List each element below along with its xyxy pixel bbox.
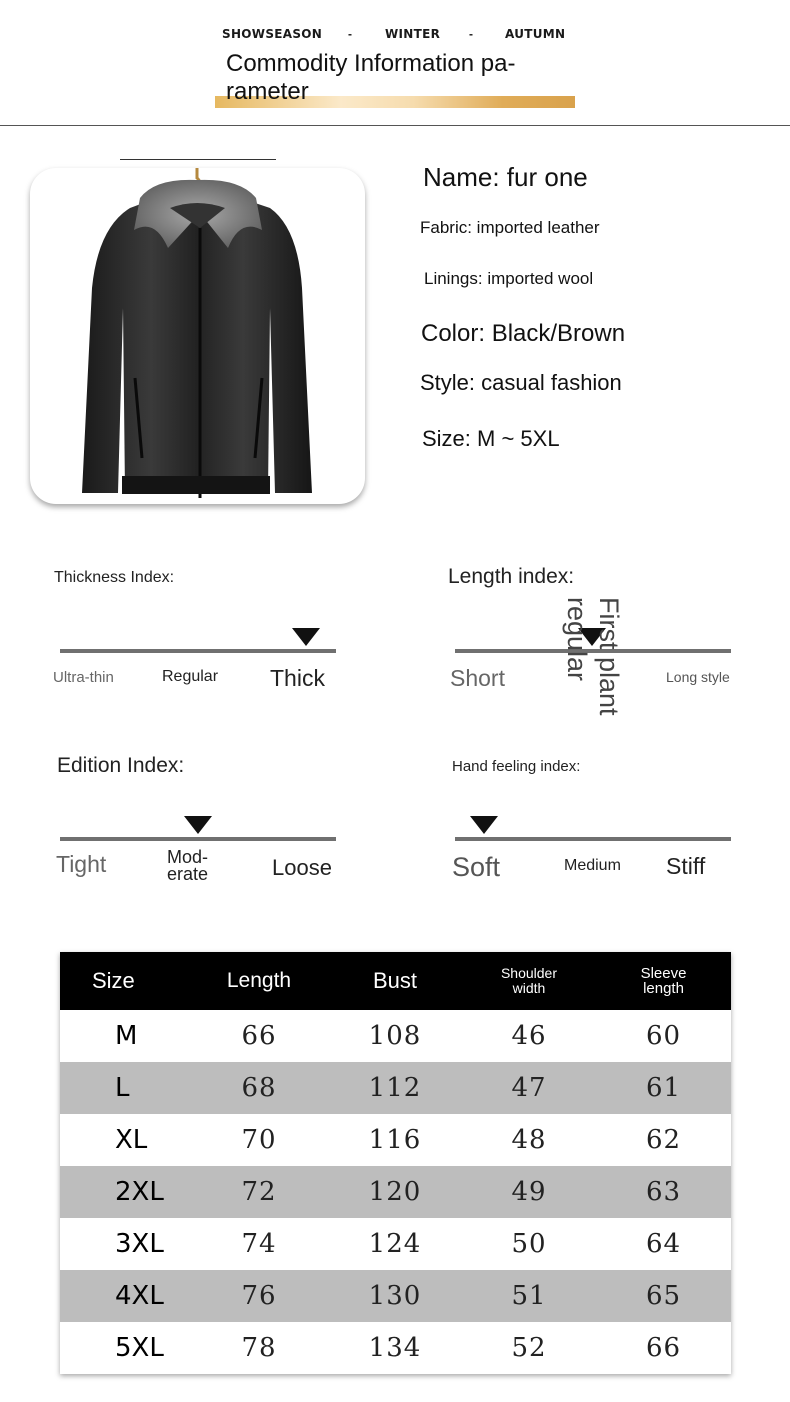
cell-bust: 112 xyxy=(368,1073,422,1103)
cell-shoulder: 50 xyxy=(511,1229,547,1259)
cell-sleeve: 65 xyxy=(645,1281,682,1311)
product-image xyxy=(30,168,365,504)
length-label-first-plant-regular xyxy=(562,597,626,742)
edition-label-loose: Loose xyxy=(272,855,332,880)
cell-bust: 134 xyxy=(368,1333,422,1363)
cell-bust: 116 xyxy=(368,1125,422,1155)
thickness-index-title: Thickness Index: xyxy=(54,569,175,586)
cell-length: 74 xyxy=(241,1229,277,1259)
page-title-line1: Commodity Information pa- xyxy=(226,50,516,77)
spec-name: Name: fur one xyxy=(423,162,588,192)
cell-bust: 120 xyxy=(368,1177,422,1207)
cell-bust: 124 xyxy=(368,1229,422,1259)
header-autumn: AUTUMN xyxy=(505,27,566,41)
cell-size: M xyxy=(115,1021,138,1051)
cell-size: XL xyxy=(115,1125,148,1155)
hand-feeling-label-soft: Soft xyxy=(452,852,501,882)
table-row xyxy=(60,1114,731,1166)
table-row xyxy=(60,1218,731,1270)
header-shoulder-line2: width xyxy=(512,980,546,996)
cell-length: 70 xyxy=(241,1125,277,1155)
length-vertical-line2: regular xyxy=(562,597,592,682)
thickness-marker-icon xyxy=(292,628,320,646)
page-title xyxy=(226,50,556,106)
cell-sleeve: 64 xyxy=(645,1229,682,1259)
hand-feeling-scale xyxy=(455,837,731,841)
table-row xyxy=(60,1062,731,1114)
cell-size: 4XL xyxy=(115,1281,164,1311)
edition-moderate-line2: erate xyxy=(167,864,209,884)
header-size: Size xyxy=(92,968,135,993)
header-dash: - xyxy=(469,27,473,41)
table-row xyxy=(60,1270,731,1322)
cell-sleeve: 62 xyxy=(645,1125,682,1155)
header-sleeve-line2: length xyxy=(643,980,684,997)
cell-sleeve: 66 xyxy=(645,1333,682,1363)
hand-feeling-marker-icon xyxy=(470,816,498,834)
cell-size: L xyxy=(115,1073,130,1103)
edition-label-moderate xyxy=(167,849,208,883)
jacket-illustration xyxy=(30,168,365,504)
edition-label-tight: Tight xyxy=(56,851,107,877)
header-length: Length xyxy=(226,969,292,992)
cell-shoulder: 49 xyxy=(511,1177,547,1207)
cell-size: 2XL xyxy=(115,1177,164,1207)
edition-marker-icon xyxy=(184,816,212,834)
cell-bust: 130 xyxy=(368,1281,422,1311)
cell-sleeve: 61 xyxy=(645,1073,682,1103)
cell-length: 68 xyxy=(241,1073,277,1103)
cell-length: 72 xyxy=(241,1177,277,1207)
cell-sleeve: 60 xyxy=(645,1021,682,1051)
size-table-body xyxy=(60,1010,731,1374)
cell-sleeve: 63 xyxy=(645,1177,682,1207)
page-title-line2: rameter xyxy=(226,78,309,105)
table-row xyxy=(60,1010,731,1062)
hand-feeling-label-stiff: Stiff xyxy=(666,853,706,879)
cell-length: 78 xyxy=(241,1333,277,1363)
cell-size: 5XL xyxy=(115,1333,164,1363)
cell-length: 66 xyxy=(241,1021,277,1051)
cell-bust: 108 xyxy=(368,1021,422,1051)
table-row xyxy=(60,1322,731,1374)
length-vertical-line1: First plant xyxy=(594,597,624,716)
edition-moderate-line1: Mod- xyxy=(167,847,209,867)
cell-size: 3XL xyxy=(115,1229,164,1259)
length-label-long-style: Long style xyxy=(666,669,730,685)
header-divider xyxy=(0,125,790,126)
spec-fabric: Fabric: imported leather xyxy=(420,218,600,237)
spec-color: Color: Black/Brown xyxy=(421,320,626,347)
spec-style: Style: casual fashion xyxy=(420,370,622,395)
length-index-title: Length index: xyxy=(448,565,575,588)
header-bust: Bust xyxy=(372,968,418,993)
header-winter: WINTER xyxy=(385,27,441,41)
cell-length: 76 xyxy=(241,1281,277,1311)
cell-shoulder: 51 xyxy=(511,1281,547,1311)
cell-shoulder: 47 xyxy=(511,1073,547,1103)
table-row xyxy=(60,1166,731,1218)
thickness-scale xyxy=(60,649,336,653)
edition-index-title: Edition Index: xyxy=(57,754,185,777)
spec-size: Size: M ~ 5XL xyxy=(422,426,560,451)
header-season: SHOWSEASON xyxy=(222,27,323,41)
cell-shoulder: 46 xyxy=(511,1021,547,1051)
cell-shoulder: 48 xyxy=(511,1125,547,1155)
header-sleeve-length xyxy=(596,966,731,996)
spec-linings: Linings: imported wool xyxy=(424,269,594,288)
header-shoulder-width xyxy=(462,966,596,996)
header-shoulder-line1: Shoulder xyxy=(500,965,558,981)
thickness-label-ultra-thin: Ultra-thin xyxy=(53,669,114,686)
edition-scale xyxy=(60,837,336,841)
cell-shoulder: 52 xyxy=(511,1333,547,1363)
size-table xyxy=(60,952,731,1374)
thickness-label-thick: Thick xyxy=(270,665,325,691)
image-top-line xyxy=(120,159,276,160)
size-table-header xyxy=(60,952,731,1010)
header-sleeve-line1: Sleeve xyxy=(640,965,687,982)
hand-feeling-label-medium: Medium xyxy=(564,857,621,874)
thickness-label-regular: Regular xyxy=(162,668,219,685)
header-dash: - xyxy=(348,27,352,41)
hand-feeling-index-title: Hand feeling index: xyxy=(452,758,581,775)
length-label-short: Short xyxy=(450,665,505,691)
